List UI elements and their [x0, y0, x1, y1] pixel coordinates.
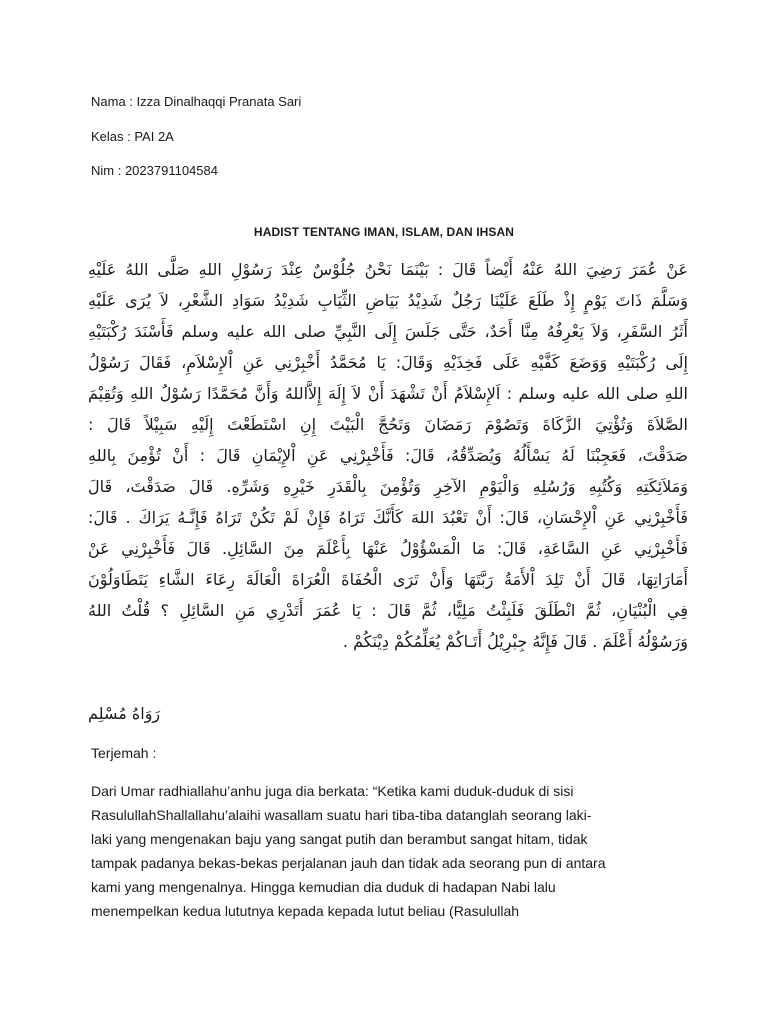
translation-heading: Terjemah : [91, 745, 157, 761]
arabic-line: أَمَارَاتِهَا، قَالَ أَنْ تَلِدَ اْلأَمَةُ رَبَّتَهَا وَأَنْ تَرَى الْحُفَاةَ الْعُرَاةَ الْعَالَةَ رِعَاءَ الشَّاءِ يَتَطَاوَلُوْنَ [88, 570, 688, 589]
student-class: Kelas : PAI 2A [91, 129, 174, 144]
hadith-arabic-text [88, 254, 688, 657]
translation-line: laki yang mengenakan baju yang sangat putih dan berambut sangat hitam, tidak [91, 831, 588, 847]
arabic-line: فَأَخْبِرْنِي عَنِ السَّاعَةِ، قَالَ: مَا الْمَسْؤُوْلُ عَنْهَا بِأَعْلَمَ مِنَ السَّائِلِ. قَالَ فَأَخْبِرْنِي عَنْ [88, 539, 688, 558]
translation-line: Dari Umar radhiallahu’anhu juga dia berkata: “Ketika kami duduk-duduk di sisi [91, 783, 574, 799]
translation-line: tampak padanya bekas-bekas perjalanan jauh dan tidak ada seorang pun di antara [91, 855, 606, 871]
arabic-line: فَأَخْبِرْنِي عَنِ اْلإِحْسَانِ، قَالَ: أَنْ تَعْبُدَ اللهَ كَأَنَّكَ تَرَاهُ فَإِنْ لَمْ تَكُنْ تَرَاهُ فَإِنَّـهُ يَرَاكَ . قَالَ: [88, 508, 688, 527]
arabic-line: وَرَسُوْلُهُ أَعْلَمَ . قَالَ فَإِنَّهُ جِبْرِيْلُ أَتَـاكُمْ يُعَلِّمُكُمْ دِيْنَكُمْ . [342, 632, 688, 651]
arabic-line: عَنْ عُمَرَ رَضِيَ اللهُ عَنْهُ أَيْضاً قَالَ : بَيْنَمَا نَحْنُ جُلُوْسٌ عِنْدَ رَسُوْلِ اللهِ صَلَّى اللهُ عَلَيْهِ [88, 260, 688, 279]
arabic-line: إِلَى رُكْبَتَيْهِ وَوَضَعَ كَفَّيْهِ عَلَى فَخِذَيْهِ وَقَالَ: يَا مُحَمَّدُ أَخْبِرْنِي عَنِ اْلإِسْلاَمِ، فَقَالَ رَسُوْلُ [88, 353, 688, 372]
translation-text [91, 779, 691, 923]
arabic-line: وَمَلاَئِكَتِهِ وَكُتُبِهِ وَرُسُلِهِ وَالْيَوْمِ الآخِرِ وَتُؤْمِنَ بِالْقَدَرِ خَيْرِهِ وَشَرِّهِ. قَالَ صَدَقْتَ، قَالَ [88, 477, 688, 496]
hadith-narrator: رَوَاهُ مُسْلِم [88, 704, 161, 723]
translation-line: kami yang mengenalnya. Hingga kemudian dia duduk di hadapan Nabi lalu [91, 879, 556, 895]
arabic-line: الصَّلاَةَ وَتُؤْتِيَ الزَّكَاةَ وَتَصُوْمَ رَمَضَانَ وَتَحُجَّ الْبَيْتَ إِنِ اسْتَطَعْتَ إِلَيْهِ سَبِيْلاً قَالَ : [88, 415, 688, 434]
document-title: HADIST TENTANG IMAN, ISLAM, DAN IHSAN [253, 225, 515, 239]
arabic-line: اللهِ صلى الله عليه وسلم : اَلإِسْلاَمُ أَنْ تَشْهَدَ أَنْ لاَ إِلَهَ إِلاَّاللهُ وَأَنَّ مُحَمَّدًا رَسُوْلُ اللهِ وَتُقِيْمَ [88, 384, 688, 403]
arabic-line: صَدَقْتَ، فَعَجِبْنَا لَهُ يَسْأَلُهُ وَيُصَدِّقُهُ، قَالَ: فَأَخْبِرْنِي عَنِ اْلإِيْمَانِ قَالَ : أَنْ تُؤْمِنَ بِاللهِ [88, 446, 688, 465]
student-nim: Nim : 2023791104584 [91, 163, 218, 178]
arabic-line: وَسَلَّمَ ذَاتَ يَوْمٍ إِذْ طَلَعَ عَلَيْنَا رَجُلٌ شَدِيْدُ بَيَاضِ الثِّيَابِ شَدِيْدُ سَوَادِ الشَّعْرِ، لاَ يُرَى عَلَيْهِ [88, 291, 688, 310]
translation-line: menempelkan kedua lututnya kepada kepada lutut beliau (Rasulullah [91, 903, 520, 919]
translation-line: RasulullahShallallahu’alaihi wasallam suatu hari tiba-tiba datanglah seorang laki- [91, 807, 592, 823]
arabic-line: فِي الْبُنْيَانِ، ثُمَّ انْطَلَقَ فَلَبِثْتُ مَلِيًّا، ثُمَّ قَالَ : يَا عُمَرَ أَتَدْرِي مَنِ السَّائِلِ ؟ قُلْتُ اللهُ [88, 601, 688, 620]
arabic-line: أَثَرُ السَّفَرِ، وَلاَ يَعْرِفُهُ مِنَّا أَحَدٌ، حَتَّى جَلَسَ إِلَى النَّبِيِّ صلى الله عليه وسلم فَأَسْنَدَ رُكْبَتَيْهِ [88, 322, 688, 341]
student-name: Nama : Izza Dinalhaqqi Pranata Sari [91, 94, 302, 109]
